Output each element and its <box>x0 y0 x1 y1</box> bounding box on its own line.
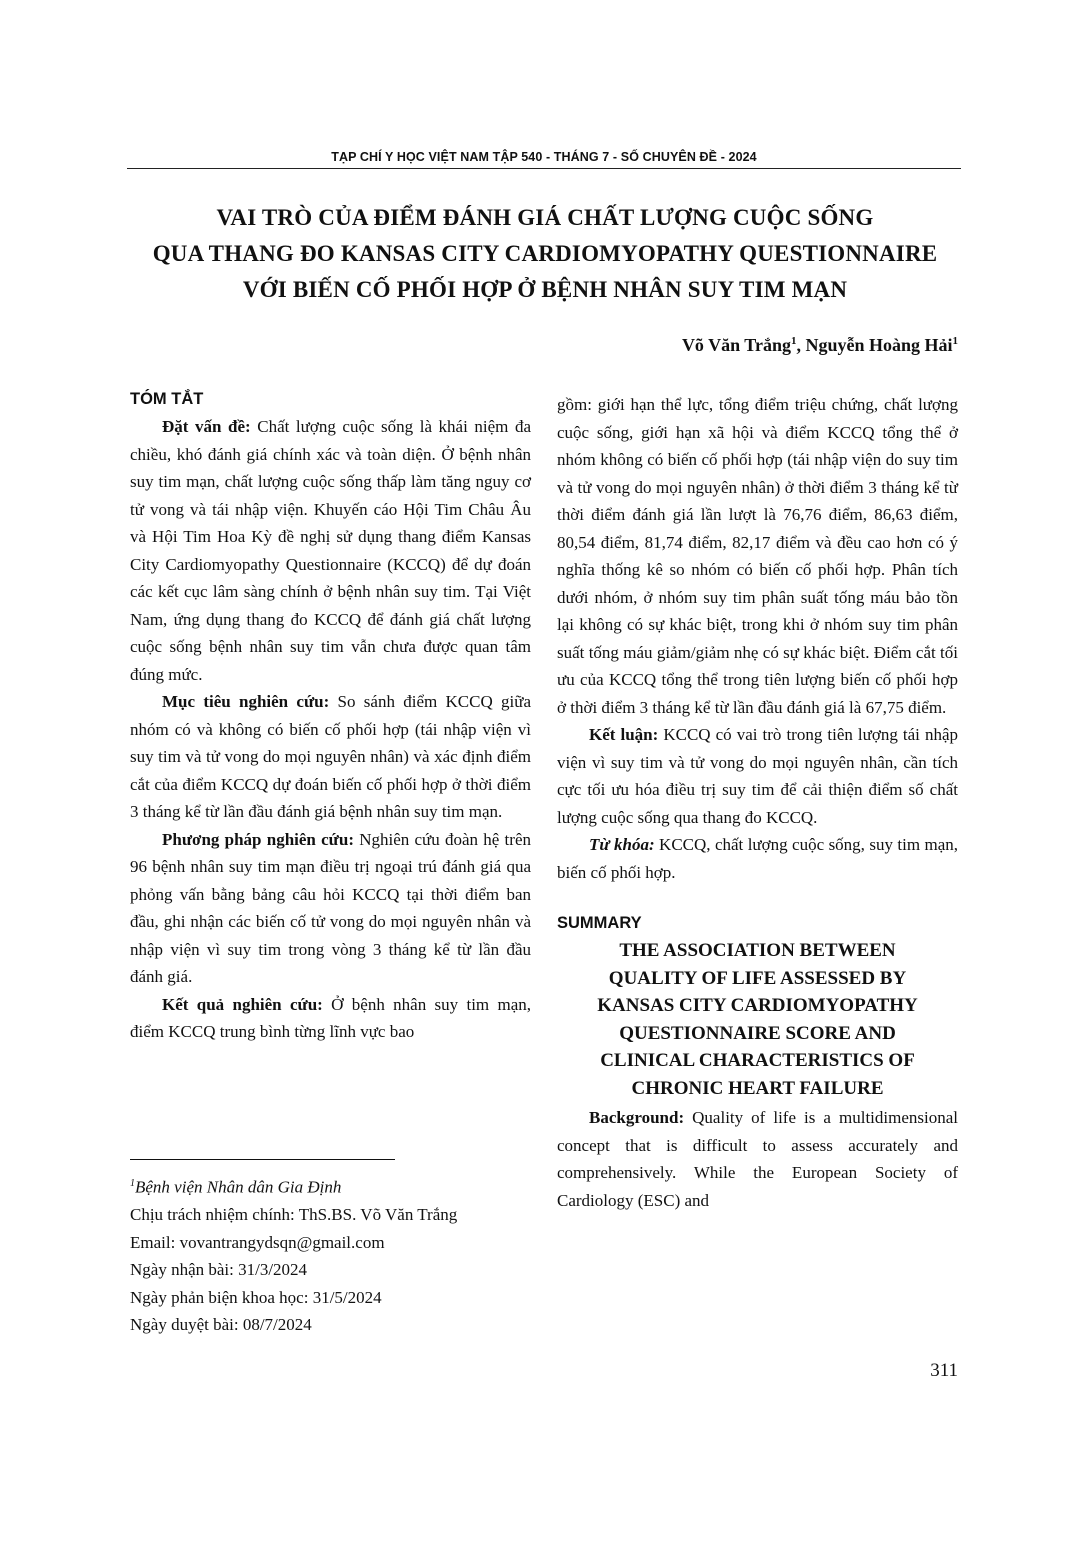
article-title <box>100 200 990 308</box>
affiliation-note <box>130 1170 550 1201</box>
keywords-paragraph <box>557 831 958 886</box>
page-number: 311 <box>930 1360 958 1381</box>
paragraph-label: Phương pháp nghiên cứu: <box>162 829 354 849</box>
conclusion-paragraph <box>557 721 958 831</box>
keywords-text: KCCQ, chất lượng cuộc sống, suy tim mạn, biến cố phối hợp. <box>557 835 959 882</box>
header-divider <box>127 168 961 169</box>
accepted-date: Ngày duyệt bài: 08/7/2024 <box>130 1315 312 1335</box>
paragraph-text: KCCQ có vai trò trong tiên lượng tái nhập viện vì suy tim và tử vong do mọi nguyên nhân, cần tích cực tối ưu hóa điều trị suy tim để cải thiện điểm số chất lượng cuộc sống qua thang đo KCCQ. <box>557 725 958 827</box>
paragraph-label: Kết luận: <box>589 725 659 744</box>
paragraph-text: So sánh điểm KCCQ giữa nhóm có và không có biến cố phối hợp (tái nhập viện vì suy tim và tử vong do mọi nguyên nhân) và xác định điểm cắt của điểm KCCQ dự đoán biến cố phối hợp ở thời điểm 3 tháng kể từ lần đầu đánh giá bệnh nhân suy tim mạn. <box>130 692 531 821</box>
footnote-divider <box>130 1159 395 1160</box>
summary-title-line: THE ASSOCIATION BETWEEN <box>619 940 896 961</box>
abstract-paragraph <box>130 688 531 826</box>
author-affiliation-mark: 1 <box>790 335 797 347</box>
left-column <box>130 386 531 1046</box>
paragraph-text: Quality of life is a multidimensional concept that is difficult to assess accurately and comprehensively. While the European Society of Cardiology (ESC) and <box>557 1108 958 1210</box>
paragraph-label: Kết quả nghiên cứu: <box>162 994 323 1014</box>
reviewed-date: Ngày phản biện khoa học: 31/5/2024 <box>130 1287 382 1307</box>
section-gap <box>557 886 958 910</box>
title-line: QUA THANG ĐO KANSAS CITY CARDIOMYOPATHY QUESTIONNAIRE <box>152 241 938 266</box>
abstract-heading: TÓM TẮT <box>130 390 204 408</box>
right-column <box>557 391 958 1214</box>
results-continuation: gồm: giới hạn thể lực, tổng điểm triệu chứng, chất lượng cuộc sống, giới hạn xã hội và điểm KCCQ tổng thể ở nhóm không có biến cố phối hợp (tái nhập viện do suy tim và tử vong do mọi nguyên nhân) ở thời điểm 3 tháng kể từ thời điểm đánh giá lần lượt là 76,76 điểm, 86,63 điểm, 80,54 điểm, 81,74 điểm, 82,17 điểm và đều cao hơn có ý nghĩa thống kê so nhóm có biến cố phối hợp. Phân tích dưới nhóm, ở nhóm suy tim phân suất tống máu bảo tồn lại không có sự khác biệt, trong khi ở nhóm suy tim phân suất tống máu giảm/giảm nhẹ có sự khác biệt. Điểm cắt tối ưu của KCCQ tổng thể trong tiên lượng biến cố phối hợp ở thời điểm 3 tháng kể từ lần đầu đánh giá là 67,75 điểm. <box>557 395 958 717</box>
title-line: VỚI BIẾN CỐ PHỐI HỢP Ở BỆNH NHÂN SUY TIM MẠN <box>242 277 848 302</box>
received-date: Ngày nhận bài: 31/3/2024 <box>130 1260 308 1280</box>
paragraph-text: Chất lượng cuộc sống là khái niệm đa chiều, khó đánh giá chính xác và toàn diện. Ở bệnh nhân suy tim mạn, chất lượng cuộc sống thấp làm tăng nguy cơ tử vong và tái nhập viện. Khuyến cáo Hội Tim Châu Âu và Hội Tim Hoa Kỳ đề nghị sử dụng thang điểm Kansas City Cardiomyopathy Questionnaire (KCCQ) để dự đoán các kết cục lâm sàng chính ở bệnh nhân suy tim. Tại Việt Nam, ứng dụng thang đo KCCQ để đánh giá chất lượng cuộc sống bệnh nhân suy tim vẫn chưa được quan tâm đúng mức. <box>130 417 531 684</box>
abstract-paragraph <box>130 826 531 991</box>
running-header: TẠP CHÍ Y HỌC VIỆT NAM TẬP 540 - THÁNG 7 - SỐ CHUYÊN ĐỀ - 2024 <box>331 150 757 164</box>
abstract-paragraph <box>130 991 531 1046</box>
paragraph-label: Đặt vấn đề: <box>162 417 251 436</box>
summary-title-line: KANSAS CITY CARDIOMYOPATHY <box>597 995 918 1016</box>
paragraph-text: Ở bệnh nhân suy tim mạn, điểm KCCQ trung bình từng lĩnh vực bao <box>130 994 532 1041</box>
author-separator: , <box>796 335 806 355</box>
summary-title <box>557 937 958 1102</box>
email-line: Email: vovantrangydsqn@gmail.com <box>130 1232 385 1252</box>
paragraph-text: Nghiên cứu đoàn hệ trên 96 bệnh nhân suy tim mạn điều trị ngoại trú đánh giá qua phỏng vấn bằng bảng câu hỏi KCCQ tại thời điểm ban đầu, ghi nhận các biến cố tử vong do mọi nguyên nhân và nhập viện vì suy tim trong vòng 3 tháng kể từ lần đầu đánh giá. <box>130 829 531 986</box>
corresponding-author: Chịu trách nhiệm chính: ThS.BS. Võ Văn Trắng <box>130 1205 458 1225</box>
affiliation-mark: 1 <box>130 1178 135 1189</box>
affiliation-text: Bệnh viện Nhân dân Gia Định <box>135 1177 342 1197</box>
author-affiliation-mark: 1 <box>952 335 958 347</box>
paragraph-label: Background: <box>589 1108 685 1127</box>
title-line: VAI TRÒ CỦA ĐIỂM ĐÁNH GIÁ CHẤT LƯỢNG CUỘC SỐNG <box>216 205 874 230</box>
background-paragraph <box>557 1104 958 1214</box>
abstract-paragraph <box>130 413 531 688</box>
summary-title-line: CLINICAL CHARACTERISTICS OF <box>600 1050 915 1071</box>
author-name: Nguyễn Hoàng Hải <box>805 335 953 355</box>
summary-heading: SUMMARY <box>557 914 642 932</box>
summary-title-line: CHRONIC HEART FAILURE <box>631 1077 884 1099</box>
author-name: Võ Văn Trắng <box>681 335 791 355</box>
author-list <box>682 335 958 356</box>
summary-title-line: QUESTIONNAIRE SCORE AND <box>619 1022 896 1044</box>
keywords-label: Từ khóa: <box>589 835 655 854</box>
summary-title-line: QUALITY OF LIFE ASSESSED BY <box>608 967 907 989</box>
paragraph-label: Mục tiêu nghiên cứu: <box>162 692 330 711</box>
footnotes <box>130 1170 550 1339</box>
